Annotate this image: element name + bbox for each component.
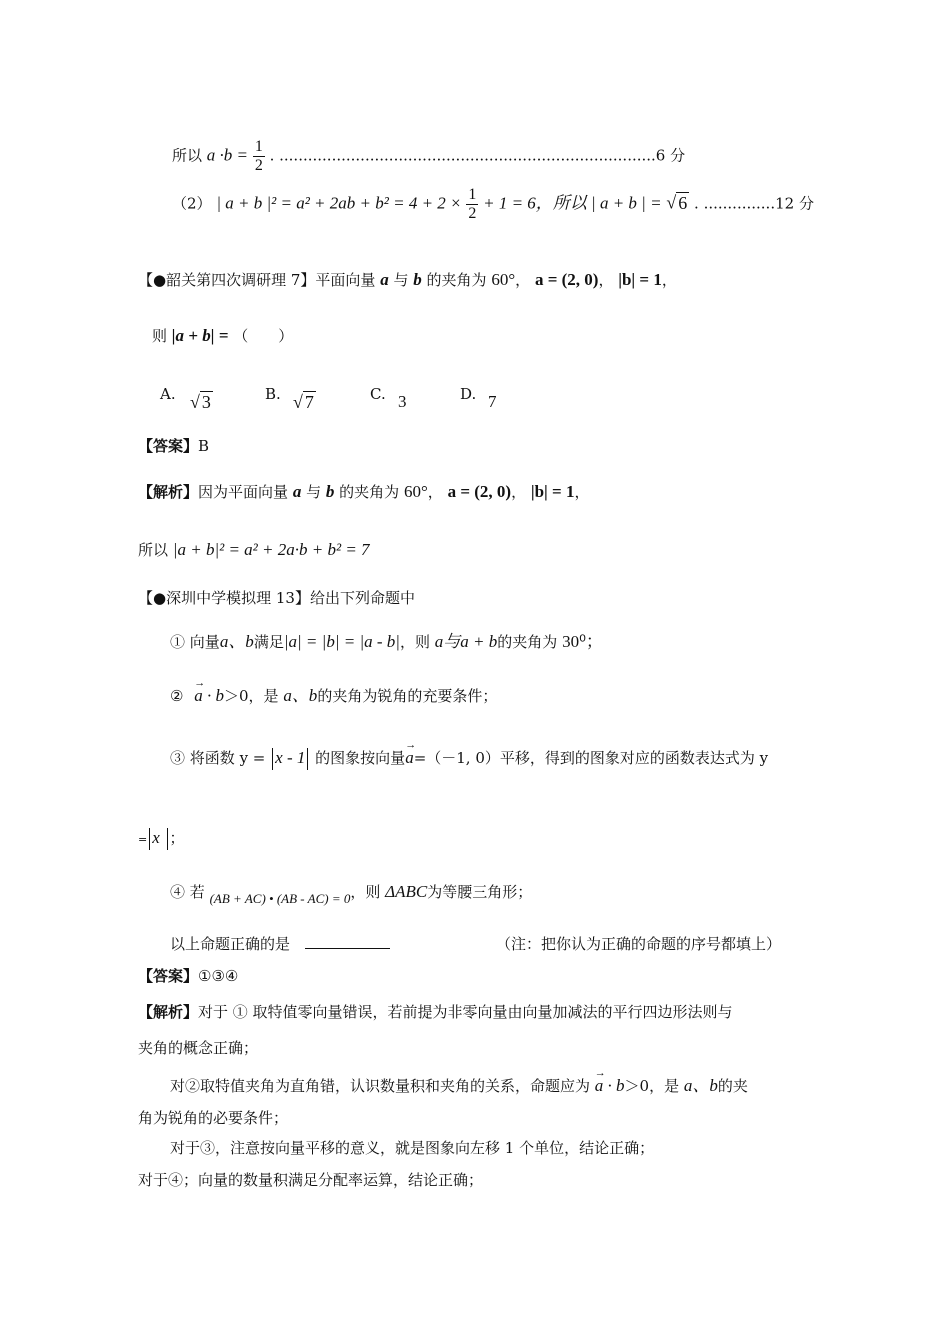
abs-bar — [149, 828, 150, 850]
denominator: 2 — [254, 157, 263, 174]
fraction-half — [253, 138, 265, 175]
text: 若 — [189, 883, 205, 901]
option-a-letter: A. — [160, 385, 176, 403]
angle: 30⁰； — [562, 632, 603, 651]
option-d-value: 7 — [488, 392, 497, 411]
vars: a、b — [219, 632, 254, 651]
question-2-answer — [138, 966, 238, 986]
options-row — [160, 384, 540, 424]
part-label: （2） — [172, 194, 212, 213]
option-b-value: √ 7 — [293, 392, 314, 412]
question-1-answer — [138, 436, 209, 456]
answer-value: B — [198, 437, 210, 455]
vec-b: b — [325, 482, 335, 501]
sqrt-6: √ 6 — [666, 192, 688, 213]
condition-b: |b| = 1 — [618, 270, 662, 289]
score-dots: . ...............12 分 — [694, 194, 814, 213]
proposition-4 — [170, 882, 533, 906]
abs-bar — [167, 828, 168, 850]
text: 将函数 y = — [189, 749, 266, 767]
item-number: ④ — [170, 883, 186, 901]
text: = — [138, 833, 148, 846]
text: 的夹角为锐角的充要条件； — [317, 687, 498, 705]
dot-product-expr: → a · b — [595, 1076, 625, 1096]
vec-a: a — [380, 270, 389, 289]
question-1-analysis-expr — [138, 540, 370, 560]
option-a-value: √ 3 — [190, 392, 211, 412]
radicand: 3 — [201, 392, 211, 412]
answer-blank[interactable] — [305, 934, 390, 949]
math-expr: | a + b |² = a² + 2ab + b² = 4 + 2 × — [216, 193, 462, 213]
text: 所以 — [172, 146, 203, 165]
item-number: ② — [170, 687, 184, 705]
question-2-analysis-2: 夹角的概念正确； — [138, 1039, 259, 1057]
text: =（－1, 0）平移，得到的图象对应的函数表达式为 y — [413, 749, 769, 767]
answer-label: 【答案】 — [138, 437, 199, 455]
text: 为等腰三角形； — [427, 883, 533, 901]
question-2-analysis-6: 对于④；向量的数量积满足分配率运算，结论正确； — [138, 1171, 484, 1189]
text: 则 — [152, 327, 168, 345]
text: 的夹 — [717, 1077, 748, 1095]
option-b-letter: B. — [265, 385, 281, 403]
item-number: ① — [170, 633, 186, 651]
item-number: ③ — [170, 749, 186, 767]
text: 的夹角为 — [497, 633, 558, 651]
vector-a: → a — [405, 748, 414, 768]
question-2-head — [138, 588, 415, 608]
text: ； — [169, 829, 185, 847]
angle: 60° — [491, 270, 516, 289]
text: 所以 — [138, 541, 169, 559]
condition-a: a = (2, 0) — [447, 482, 512, 501]
text: 因为平面向量 — [198, 483, 289, 501]
numerator: 1 — [254, 138, 263, 155]
abs-bar — [272, 748, 273, 770]
question-1-ask — [152, 326, 293, 346]
angle: 60° — [403, 482, 428, 501]
text: 与 — [306, 483, 322, 501]
proposition-1 — [170, 632, 603, 652]
proposition-2 — [170, 686, 497, 706]
math-expr: |a + b|² = a² + 2a·b + b² = 7 — [172, 540, 370, 559]
option-c-value: 3 — [398, 392, 407, 411]
proposition-3-cont — [138, 828, 185, 850]
text: 与 — [393, 271, 409, 289]
vector-condition: (AB + AC) • (AB - AC) = 0 — [209, 891, 351, 906]
answer-paren: （ ） — [233, 327, 294, 345]
condition-b: |b| = 1 — [530, 482, 575, 501]
math-expr: |a + b| = — [171, 326, 229, 345]
option-c-letter: C. — [370, 385, 386, 403]
math-expr: + 1 = 6，所以 | a + b | = — [483, 193, 662, 213]
text: 的图象按向量 — [315, 749, 406, 767]
text: 的夹角为 — [426, 271, 487, 289]
radicand: 6 — [678, 192, 688, 213]
option-d-letter: D. — [460, 385, 477, 403]
text: ＞0，是 — [223, 687, 279, 705]
condition: |a| = |b| = |a - b| — [283, 632, 400, 651]
question-2-analysis-1 — [138, 1002, 733, 1022]
text: ，则 — [399, 633, 430, 651]
text: 满足 — [253, 633, 284, 651]
proposition-3 — [170, 748, 768, 770]
var-x: x — [152, 828, 160, 847]
text: ，则 — [350, 883, 381, 901]
math-expr: a与a + b — [434, 632, 498, 651]
text: 向量 — [189, 633, 220, 651]
solution-line-1 — [172, 138, 685, 175]
question-1-analysis: 【解析】因为平面向量 a 与 b 的夹角为 60°， a = (2, 0)， |b| = 1， — [138, 482, 590, 501]
fraction-half — [466, 186, 478, 223]
question-2-analysis-3 — [170, 1076, 748, 1096]
question-2-analysis-4: 角为锐角的必要条件； — [138, 1109, 289, 1127]
solution-line-2 — [172, 186, 814, 223]
text: 以上命题正确的是 — [170, 935, 291, 953]
radicand: 7 — [304, 392, 314, 412]
text: 对②取特值夹角为直角错，认识数量积和夹角的关系，命题应为 — [170, 1077, 591, 1095]
vec-b: b — [413, 270, 422, 289]
abs-bar — [307, 748, 308, 770]
question-title: 【●深圳中学模拟理 13】给出下列命题中 — [138, 589, 415, 607]
vars: a、b — [683, 1076, 718, 1095]
question-1-head: 【●韶关第四次调研理 7】平面向量 a 与 b 的夹角为 60°， a = (2, 0)， |b| = 1， — [138, 270, 677, 289]
vars: a、b — [283, 686, 318, 705]
answer-value: ①③④ — [198, 967, 239, 985]
denominator: 2 — [468, 205, 477, 222]
answer-label: 【答案】 — [138, 967, 199, 985]
question-2-analysis-5: 对于③，注意按向量平移的意义，就是图象向左移 1 个单位，结论正确； — [170, 1139, 655, 1157]
numerator: 1 — [468, 186, 477, 203]
text: 对于 ① 取特值零向量错误，若前提为非零向量由向量加减法的平行四边形法则与 — [198, 1003, 733, 1021]
vec-a: a — [292, 482, 302, 501]
text: ＞0，是 — [624, 1077, 680, 1095]
analysis-label: 【解析】 — [138, 1003, 199, 1021]
math-expr: a ·b = — [206, 145, 249, 165]
score-dots: . ...............................................................................6 分 — [269, 146, 686, 165]
dot-product-expr: → a · b — [194, 686, 224, 706]
condition-a: a = (2, 0) — [534, 270, 599, 289]
analysis-label: 【解析】 — [138, 483, 199, 501]
fill-note: （注：把你认为正确的命题的序号都填上） — [496, 935, 782, 953]
function-expr: x - 1 — [275, 748, 306, 767]
question-title: 【●韶关第四次调研理 7】平面向量 — [138, 271, 376, 289]
fill-blank-line — [170, 934, 390, 954]
triangle: ΔABC — [385, 882, 428, 901]
text: 的夹角为 — [339, 483, 400, 501]
